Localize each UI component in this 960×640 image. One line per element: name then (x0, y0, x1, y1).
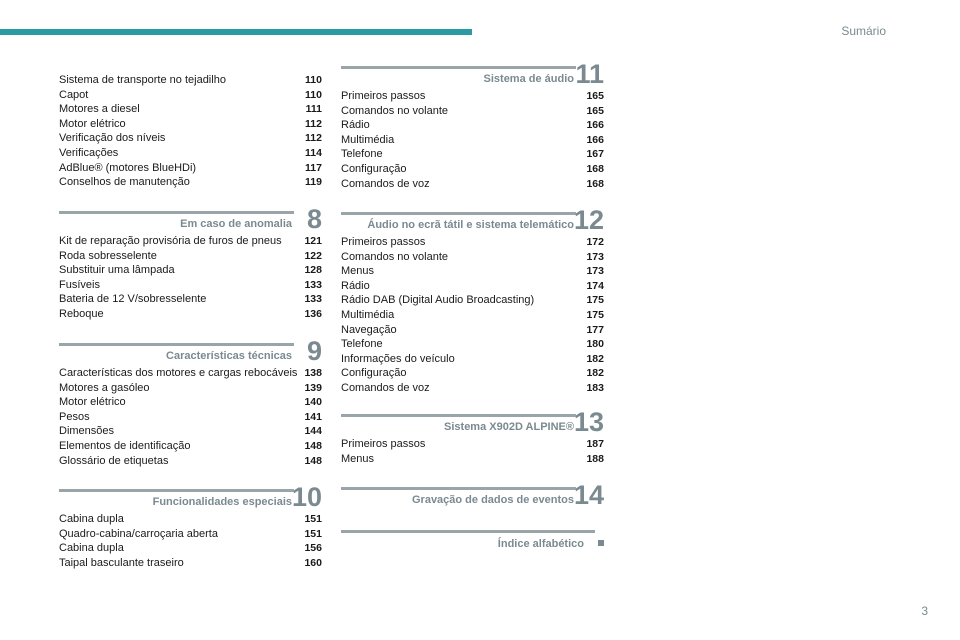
index-rule (341, 530, 595, 533)
toc-entry[interactable]: Bateria de 12 V/sobresselente 133 (59, 293, 322, 306)
toc-entry[interactable]: Elementos de identificação 148 (59, 439, 322, 452)
section-12 (341, 205, 604, 396)
toc-entry[interactable]: Características dos motores e cargas rebocáveis 138 (59, 367, 322, 379)
toc-entry[interactable]: Quadro-cabina/carroçaria aberta 151 (59, 527, 322, 540)
toc-entry[interactable]: Cabina dupla 151 (59, 513, 322, 525)
toc-entry[interactable]: Informações do veículo 182 (341, 352, 604, 365)
section-8 (59, 204, 322, 322)
section-title: Gravação de dados de eventos (411, 494, 574, 506)
toc-entry[interactable]: Motores a diesel 111 (59, 103, 322, 116)
section-header[interactable] (341, 59, 604, 89)
index-header[interactable] (341, 530, 604, 560)
section-header[interactable] (341, 480, 604, 510)
toc-entry[interactable]: Menus 188 (341, 452, 604, 465)
section-header[interactable] (59, 336, 322, 366)
section-rule (341, 414, 576, 417)
section-title: Sistema X902D ALPINE® (444, 421, 574, 433)
section-number: 11 (575, 59, 604, 89)
toc-entry[interactable]: Substituir uma lâmpada 128 (59, 264, 322, 277)
toc-entry[interactable]: Configuração 182 (341, 367, 604, 380)
toc-entry[interactable]: Telefone 180 (341, 338, 604, 351)
section-number: 8 (306, 204, 322, 234)
section-9 (59, 336, 322, 468)
section-rule (59, 489, 294, 492)
toc-entry[interactable]: Rádio 166 (341, 119, 604, 132)
section-number: 13 (573, 407, 604, 437)
section-10 (59, 482, 322, 570)
section-number: 10 (291, 482, 322, 512)
section-header[interactable] (341, 205, 604, 235)
section-number: 14 (573, 480, 604, 510)
section-rule (59, 343, 294, 346)
section-title: Características técnicas (166, 350, 292, 362)
section-title: Em caso de anomalia (180, 218, 292, 230)
section-rule (341, 487, 576, 490)
toc-entry[interactable]: Roda sobresselente 122 (59, 249, 322, 262)
toc-entry[interactable]: Conselhos de manutenção 119 (59, 176, 322, 189)
toc-entry[interactable]: Primeiros passos 187 (341, 438, 604, 450)
section-number: 12 (573, 205, 604, 235)
square-bullet-icon (598, 540, 604, 546)
toc-entry[interactable]: Comandos de voz 168 (341, 177, 604, 190)
section-14 (341, 480, 604, 510)
toc-entry[interactable]: Primeiros passos 172 (341, 236, 604, 248)
toc-entry[interactable]: Kit de reparação provisória de furos de pneus 121 (59, 235, 322, 247)
toc-entry[interactable]: Comandos no volante 173 (341, 250, 604, 263)
toc-entry[interactable]: Primeiros passos 165 (341, 90, 604, 102)
toc-entry[interactable]: Comandos de voz 183 (341, 381, 604, 394)
toc-entry[interactable]: Telefone 167 (341, 148, 604, 161)
toc-entry[interactable]: Comandos no volante 165 (341, 104, 604, 117)
toc-entry[interactable]: Sistema de transporte no tejadilho 110 (59, 74, 322, 86)
section-header[interactable] (59, 482, 322, 512)
accent-bar (0, 29, 472, 35)
section-title: Sistema de áudio (483, 73, 574, 85)
section-13 (341, 407, 604, 466)
header-title[interactable]: Sumário (841, 24, 886, 38)
section-rule (341, 66, 576, 69)
toc-entry[interactable]: Capot 110 (59, 88, 322, 101)
toc-entry[interactable]: Reboque 136 (59, 307, 322, 320)
toc-entry[interactable]: Glossário de etiquetas 148 (59, 454, 322, 467)
toc-entry[interactable]: Navegação 177 (341, 323, 604, 336)
toc-entry[interactable]: Cabina dupla 156 (59, 542, 322, 555)
index-section (341, 530, 604, 560)
section-number: 9 (306, 336, 322, 366)
toc-entry[interactable]: AdBlue® (motores BlueHDi) 117 (59, 161, 322, 174)
left-column (59, 73, 322, 190)
index-title: Índice alfabético (497, 538, 584, 550)
toc-entry[interactable]: Rádio 174 (341, 279, 604, 292)
toc-entry[interactable]: Motor elétrico 112 (59, 117, 322, 130)
section-header[interactable] (59, 204, 322, 234)
section-title: Áudio no ecrã tátil e sistema telemático (367, 219, 574, 231)
toc-entry[interactable]: Verificação dos níveis 112 (59, 132, 322, 145)
section-rule (341, 212, 576, 215)
toc-entry[interactable]: Dimensões 144 (59, 425, 322, 438)
section-11 (341, 59, 604, 191)
toc-entry[interactable]: Fusíveis 133 (59, 278, 322, 291)
toc-entry[interactable]: Taipal basculante traseiro 160 (59, 556, 322, 569)
toc-entry[interactable]: Pesos 141 (59, 410, 322, 423)
toc-entry[interactable]: Rádio DAB (Digital Audio Broadcasting) 175 (341, 294, 604, 307)
toc-entry[interactable]: Motores a gasóleo 139 (59, 381, 322, 394)
toc-entry[interactable]: Menus 173 (341, 265, 604, 278)
toc-entry[interactable]: Multimédia 175 (341, 308, 604, 321)
page-number: 3 (921, 604, 928, 618)
section-header[interactable] (341, 407, 604, 437)
section-title: Funcionalidades especiais (152, 496, 292, 508)
toc-entry[interactable]: Multimédia 166 (341, 133, 604, 146)
toc-entry[interactable]: Verificações 114 (59, 146, 322, 159)
intro-list (59, 73, 322, 190)
toc-entry[interactable]: Configuração 168 (341, 162, 604, 175)
toc-entry[interactable]: Motor elétrico 140 (59, 396, 322, 409)
section-rule (59, 211, 294, 214)
